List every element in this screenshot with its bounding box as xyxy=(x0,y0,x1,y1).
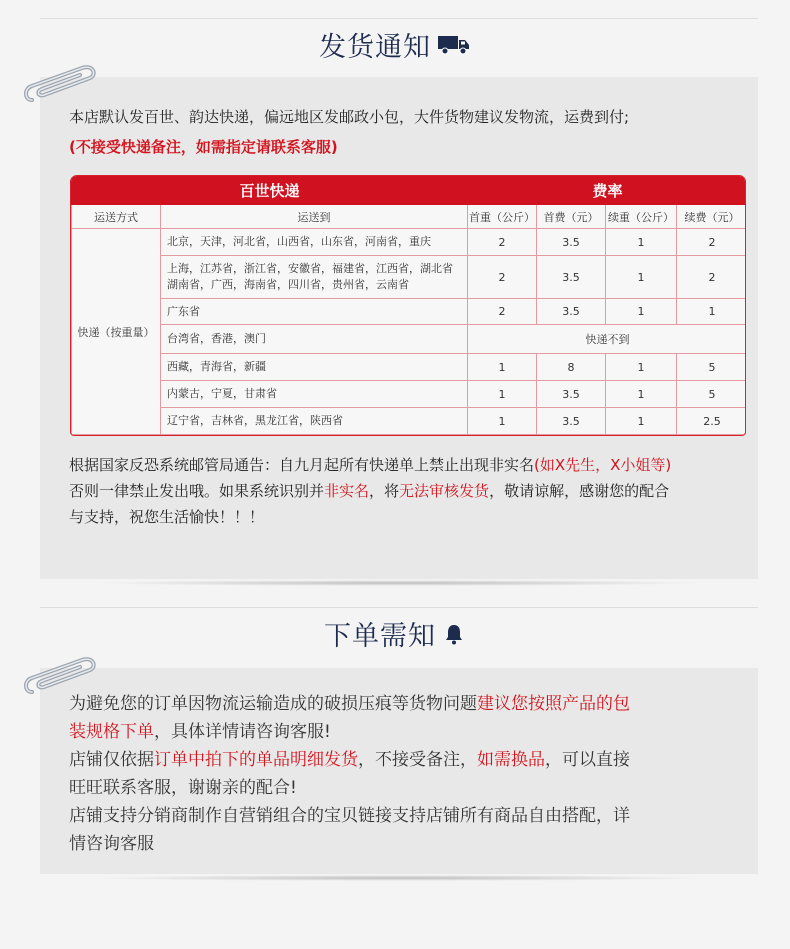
order-line: 店铺支持分销商制作自营销组合的宝贝链接支持店铺所有商品自由搭配，详 xyxy=(69,806,630,826)
dest-line-1: 上海，江苏省，浙江省，安徽省，福建省，江西省，湖北省 xyxy=(167,262,453,275)
dest-cell: 辽宁省，吉林省，黑龙江省，陕西省 xyxy=(161,408,468,435)
notice-text: ，将 xyxy=(369,482,400,500)
extra-fee-cell: 2 xyxy=(677,256,746,299)
dest-cell: 内蒙古，宁夏，甘肃省 xyxy=(161,381,468,408)
first-fee-cell: 3.5 xyxy=(537,381,606,408)
order-panel-shadow xyxy=(90,875,708,881)
first-weight-cell: 2 xyxy=(468,256,537,299)
dest-cell: 广东省 xyxy=(161,299,468,325)
table-row xyxy=(72,229,747,256)
notice-line-1 xyxy=(69,452,671,478)
first-weight-cell: 1 xyxy=(468,408,537,435)
notice-line-3: 与支持，祝您生活愉快！！！ xyxy=(69,508,265,526)
first-weight-cell: 2 xyxy=(468,229,537,256)
notice-text: 根据国家反恐系统邮管局通告：自九月起所有快递单上禁止出现非实名 xyxy=(69,456,535,474)
dest-cell xyxy=(161,256,468,299)
notice-line-2 xyxy=(69,478,671,504)
table-row xyxy=(72,325,747,354)
order-highlight: 建议您按照产品的包 xyxy=(477,694,630,714)
table-row xyxy=(72,354,747,381)
notice-highlight: 非实名 xyxy=(324,482,370,500)
middle-divider xyxy=(40,607,758,608)
first-weight-cell: 1 xyxy=(468,381,537,408)
table-row xyxy=(72,408,747,435)
method-cell: 快递（按重量） xyxy=(72,229,161,435)
shipping-panel-shadow xyxy=(90,580,708,586)
extra-weight-cell: 1 xyxy=(606,408,677,435)
first-fee-cell: 8 xyxy=(537,354,606,381)
order-text: 店铺仅依据 xyxy=(69,750,154,770)
order-highlight: 装规格下单 xyxy=(69,722,154,742)
shipping-intro: 本店默认发百世、韵达快递，偏远地区发邮政小包，大件货物建议发物流，运费到付; xyxy=(69,108,630,126)
col-extra-weight: 续重（公斤） xyxy=(606,205,677,229)
section2-title-text: 下单需知 xyxy=(324,621,436,652)
realname-notice xyxy=(69,452,671,530)
top-divider xyxy=(40,18,758,19)
notice-text: 否则一律禁止发出哦。如果系统识别并 xyxy=(69,482,325,500)
col-method: 运送方式 xyxy=(72,205,161,229)
first-fee-cell: 3.5 xyxy=(537,408,606,435)
extra-fee-cell: 1 xyxy=(677,299,746,325)
notice-highlight: (如X先生，X小姐等) xyxy=(534,456,672,474)
extra-fee-cell: 2 xyxy=(677,229,746,256)
col-first-weight: 首重（公斤） xyxy=(468,205,537,229)
extra-weight-cell: 1 xyxy=(606,354,677,381)
order-line xyxy=(69,718,630,746)
table-row xyxy=(72,381,747,408)
order-text: ，可以直接 xyxy=(545,750,630,770)
order-line xyxy=(69,690,630,718)
shipping-note: (不接受快递备注，如需指定请联系客服) xyxy=(69,138,338,156)
order-text: ，不接受备注， xyxy=(358,750,477,770)
notice-highlight: 无法审核发货 xyxy=(399,482,490,500)
table-header-rate: 费率 xyxy=(468,177,746,205)
extra-fee-cell: 5 xyxy=(677,354,746,381)
table-header-carrier: 百世快递 xyxy=(72,177,468,205)
first-fee-cell: 3.5 xyxy=(537,256,606,299)
order-line xyxy=(69,746,630,774)
first-fee-cell: 3.5 xyxy=(537,229,606,256)
section1-title xyxy=(0,25,790,64)
section1-title-text: 发货通知 xyxy=(319,32,431,63)
table-row xyxy=(72,256,747,299)
extra-fee-cell: 5 xyxy=(677,381,746,408)
dest-cell: 北京，天津，河北省，山西省，山东省，河南省，重庆 xyxy=(161,229,468,256)
order-line: 旺旺联系客服，谢谢亲的配合! xyxy=(69,778,297,798)
col-destination: 运送到 xyxy=(161,205,468,229)
shipping-rate-table xyxy=(70,175,746,436)
section2-title xyxy=(0,614,790,653)
order-highlight: 如需换品 xyxy=(477,750,545,770)
bell-icon xyxy=(442,622,466,646)
extra-weight-cell: 1 xyxy=(606,256,677,299)
order-notes xyxy=(69,690,630,858)
not-delivered-cell: 快递不到 xyxy=(468,325,746,354)
order-text: ，具体详情请咨询客服! xyxy=(154,722,331,742)
order-line: 情咨询客服 xyxy=(69,834,154,854)
order-highlight: 订单中拍下的单品明细发货 xyxy=(154,750,358,770)
first-weight-cell: 1 xyxy=(468,354,537,381)
table-row xyxy=(72,299,747,325)
extra-weight-cell: 1 xyxy=(606,381,677,408)
extra-fee-cell: 2.5 xyxy=(677,408,746,435)
notice-text: ，敬请谅解，感谢您的配合 xyxy=(489,482,670,500)
dest-cell: 西藏，青海省，新疆 xyxy=(161,354,468,381)
extra-weight-cell: 1 xyxy=(606,299,677,325)
first-fee-cell: 3.5 xyxy=(537,299,606,325)
order-text: 为避免您的订单因物流运输造成的破损压痕等货物问题 xyxy=(69,694,477,714)
paperclip-icon xyxy=(22,58,100,108)
dest-line-2: 湖南省，广西，海南省，四川省，贵州省，云南省 xyxy=(167,278,409,291)
extra-weight-cell: 1 xyxy=(606,229,677,256)
truck-icon xyxy=(437,34,471,56)
col-extra-fee: 续费（元） xyxy=(677,205,746,229)
col-first-fee: 首费（元） xyxy=(537,205,606,229)
dest-cell: 台湾省，香港，澳门 xyxy=(161,325,468,354)
first-weight-cell: 2 xyxy=(468,299,537,325)
